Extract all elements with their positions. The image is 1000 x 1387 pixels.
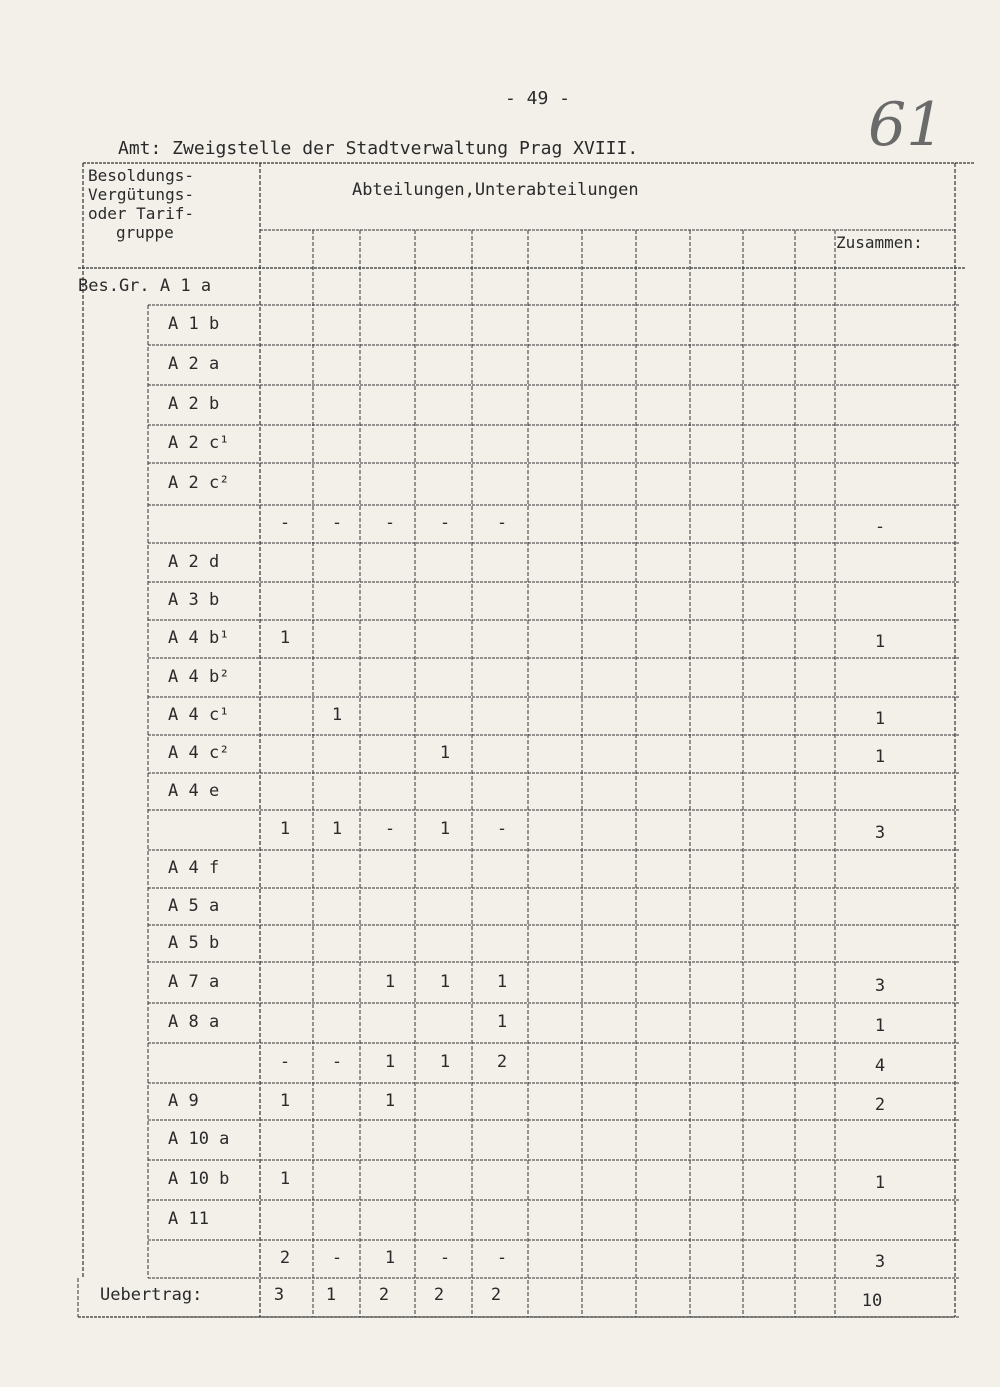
row-label: A 8 a	[168, 1012, 220, 1032]
group-header-line: gruppe	[116, 223, 174, 242]
table-cell: -	[331, 513, 343, 533]
row-total: 2	[874, 1095, 886, 1115]
table-cell: 1	[384, 1248, 396, 1268]
table-cell: -	[331, 1248, 343, 1268]
table-cell: 1	[331, 819, 343, 839]
carry-over-total: 10	[861, 1291, 883, 1311]
row-total: 1	[874, 632, 886, 652]
carry-over-cell: 2	[433, 1285, 445, 1305]
total-column-header: Zusammen:	[836, 233, 923, 252]
table-cell: 1	[279, 819, 291, 839]
row-label: A 2 b	[168, 394, 220, 414]
row-total: 4	[874, 1056, 886, 1076]
row-label: A 7 a	[168, 972, 220, 992]
office-line: Amt: Zweigstelle der Stadtverwaltung Prag XVIII.	[118, 138, 639, 159]
row-label: A 2 d	[168, 552, 220, 572]
carry-over-cell: 1	[325, 1285, 337, 1305]
table-cell: 1	[279, 628, 291, 648]
row-label: A 10 a	[168, 1129, 230, 1149]
group-header-line: oder Tarif-	[88, 204, 194, 223]
table-cell: -	[496, 513, 508, 533]
row-label: A 4 c¹	[168, 705, 230, 725]
table-cell: -	[331, 1052, 343, 1072]
table-cell: 1	[439, 972, 451, 992]
row-label: A 4 b¹	[168, 628, 230, 648]
departments-title: Abteilungen,Unterabteilungen	[352, 180, 639, 200]
table-cell: 1	[496, 972, 508, 992]
row-total: 3	[874, 823, 886, 843]
row-label: A 10 b	[168, 1169, 230, 1189]
row-label: Bes.Gr. A 1 a	[78, 276, 212, 296]
page-number: - 49 -	[505, 88, 571, 109]
table-cell: 1	[384, 1052, 396, 1072]
table-cell: 1	[331, 705, 343, 725]
row-label: A 4 c²	[168, 743, 230, 763]
table-cell: 2	[279, 1248, 291, 1268]
row-label: A 9	[168, 1091, 199, 1111]
row-label: A 4 b²	[168, 667, 230, 687]
table-cell: 1	[384, 972, 396, 992]
table-cell: 2	[496, 1052, 508, 1072]
row-label: A 5 a	[168, 896, 220, 916]
carry-over-cell: 2	[490, 1285, 502, 1305]
row-label: A 1 b	[168, 314, 220, 334]
row-total: 1	[874, 1016, 886, 1036]
table-cell: 1	[384, 1091, 396, 1111]
row-label: A 11	[168, 1209, 209, 1229]
table-cell: 1	[439, 743, 451, 763]
table-cell: -	[496, 819, 508, 839]
row-label: A 5 b	[168, 933, 220, 953]
row-total: 3	[874, 1252, 886, 1272]
group-header-line: Besoldungs-	[88, 166, 194, 185]
row-label: A 3 b	[168, 590, 220, 610]
table-cell: -	[279, 1052, 291, 1072]
row-label: A 2 c¹	[168, 433, 230, 453]
row-label: A 4 f	[168, 858, 220, 878]
carry-over-label: Uebertrag:	[100, 1285, 203, 1305]
table-cell: 1	[279, 1169, 291, 1189]
table-cell: -	[496, 1248, 508, 1268]
handwritten-page-number: 61	[868, 90, 945, 160]
table-cell: 1	[496, 1012, 508, 1032]
row-total: 1	[874, 747, 886, 767]
row-label: A 2 c²	[168, 473, 230, 493]
row-total: 3	[874, 976, 886, 996]
row-total: 1	[874, 1173, 886, 1193]
table-cell: 1	[439, 819, 451, 839]
row-label: A 2 a	[168, 354, 220, 374]
carry-over-cell: 3	[273, 1285, 285, 1305]
table-cell: -	[439, 1248, 451, 1268]
table-cell: -	[439, 513, 451, 533]
row-total: 1	[874, 709, 886, 729]
row-label: A 4 e	[168, 781, 220, 801]
table-cell: -	[384, 819, 396, 839]
table-cell: -	[384, 513, 396, 533]
table-cell: -	[279, 513, 291, 533]
table-cell: 1	[439, 1052, 451, 1072]
group-header-line: Vergütungs-	[88, 185, 194, 204]
group-column-header	[88, 166, 194, 242]
carry-over-cell: 2	[378, 1285, 390, 1305]
row-total: -	[874, 517, 886, 537]
table-cell: 1	[279, 1091, 291, 1111]
